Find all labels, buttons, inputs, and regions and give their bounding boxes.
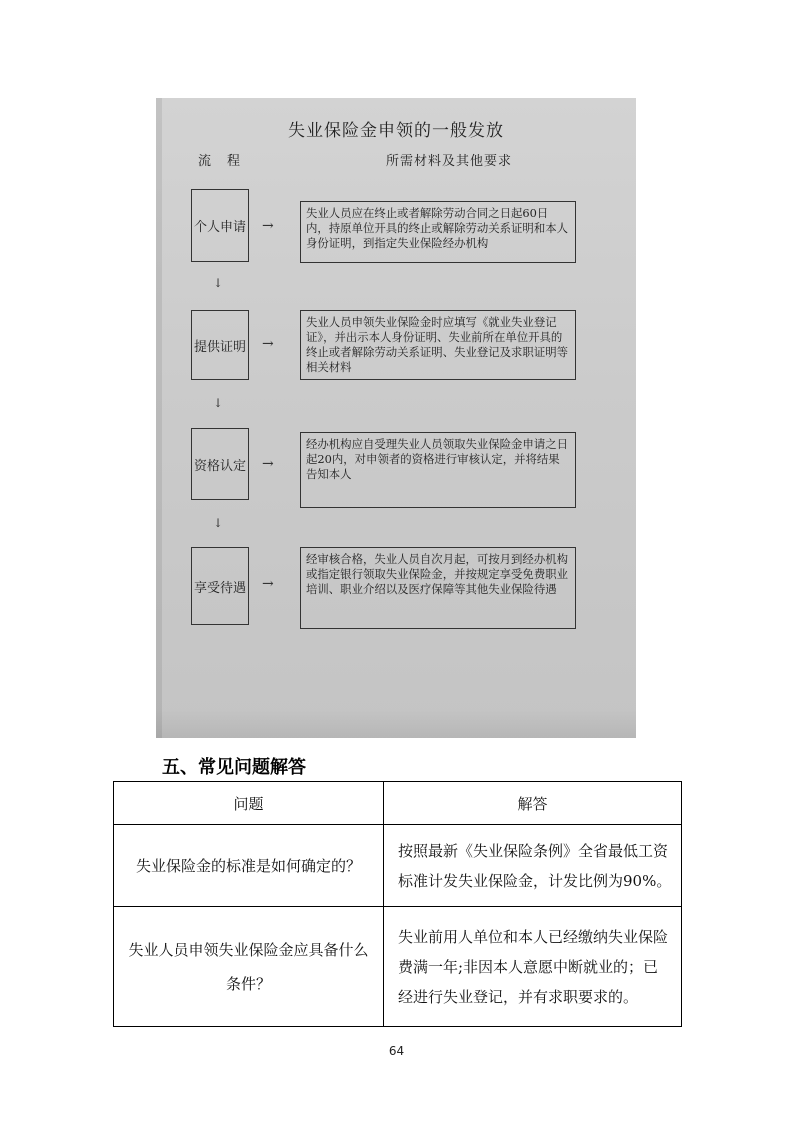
requirements-box bbox=[300, 310, 576, 380]
question-cell: 失业人员申领失业保险金应具备什么条件？ bbox=[114, 907, 384, 1027]
requirements-text: 失业人员申领失业保险金时应填写《就业失业登记证》，并出示本人身份证明、失业前所在单位开具的终止或者解除劳动关系证明、失业登记及求职证明等相关材料 bbox=[306, 315, 568, 374]
arrow-right-icon: → bbox=[262, 576, 274, 592]
answer-column-header: 解答 bbox=[384, 782, 682, 825]
requirements-text: 失业人员应在终止或者解除劳动合同之日起60日内，持原单位开具的终止或解除劳动关系证明和本人身份证明，到指定失业保险经办机构 bbox=[306, 206, 568, 250]
photo-shadow bbox=[156, 98, 162, 738]
arrow-right-icon: → bbox=[262, 456, 274, 472]
flow-step-box bbox=[191, 310, 249, 380]
answer-cell: 按照最新《失业保险条例》全省最低工资标准计发失业保险金，计发比例为90%。 bbox=[384, 825, 682, 907]
arrow-right-icon: → bbox=[262, 218, 274, 234]
flow-column-header: 流程 bbox=[198, 154, 257, 169]
requirements-box bbox=[300, 201, 576, 263]
flowchart-title: 失业保险金申领的一般发放 bbox=[288, 121, 504, 141]
section-heading: 五、常见问题解答 bbox=[162, 757, 306, 778]
arrow-right-icon: → bbox=[262, 336, 274, 352]
flow-step-label: 享受待遇 bbox=[193, 580, 246, 596]
arrow-down-icon: ↓ bbox=[213, 276, 224, 290]
answer-cell: 失业前用人单位和本人已经缴纳失业保险费满一年;非因本人意愿中断就业的；已经进行失业登记，并有求职要求的。 bbox=[384, 907, 682, 1027]
flow-step-box bbox=[191, 189, 249, 262]
flow-step-label: 提供证明 bbox=[193, 339, 246, 355]
arrow-down-icon: ↓ bbox=[213, 516, 224, 530]
requirements-box bbox=[300, 547, 576, 629]
table-header-row bbox=[114, 782, 682, 825]
table-row bbox=[114, 825, 682, 907]
question-cell: 失业保险金的标准是如何确定的？ bbox=[114, 825, 384, 907]
page-number: 64 bbox=[388, 1044, 405, 1058]
flow-step-box bbox=[191, 428, 249, 500]
flow-step-label: 资格认定 bbox=[193, 458, 246, 474]
requirements-text: 经审核合格，失业人员自次月起，可按月到经办机构或指定银行领取失业保险金，并按规定享受免费职业培训、职业介绍以及医疗保障等其他失业保险待遇 bbox=[306, 552, 568, 596]
requirements-box bbox=[300, 432, 576, 508]
flow-step-box bbox=[191, 547, 249, 625]
requirements-text: 经办机构应自受理失业人员领取失业保险金申请之日起20内，对申领者的资格进行审核认定，并将结果告知本人 bbox=[306, 437, 568, 481]
requirements-column-header: 所需材料及其他要求 bbox=[386, 154, 513, 169]
photo-shadow-bottom bbox=[156, 708, 636, 738]
faq-table bbox=[113, 781, 682, 1027]
flowchart-photo bbox=[156, 98, 636, 738]
arrow-down-icon: ↓ bbox=[213, 396, 224, 410]
flow-step-label: 个人申请 bbox=[193, 220, 246, 235]
table-row bbox=[114, 907, 682, 1027]
question-column-header: 问题 bbox=[114, 782, 384, 825]
